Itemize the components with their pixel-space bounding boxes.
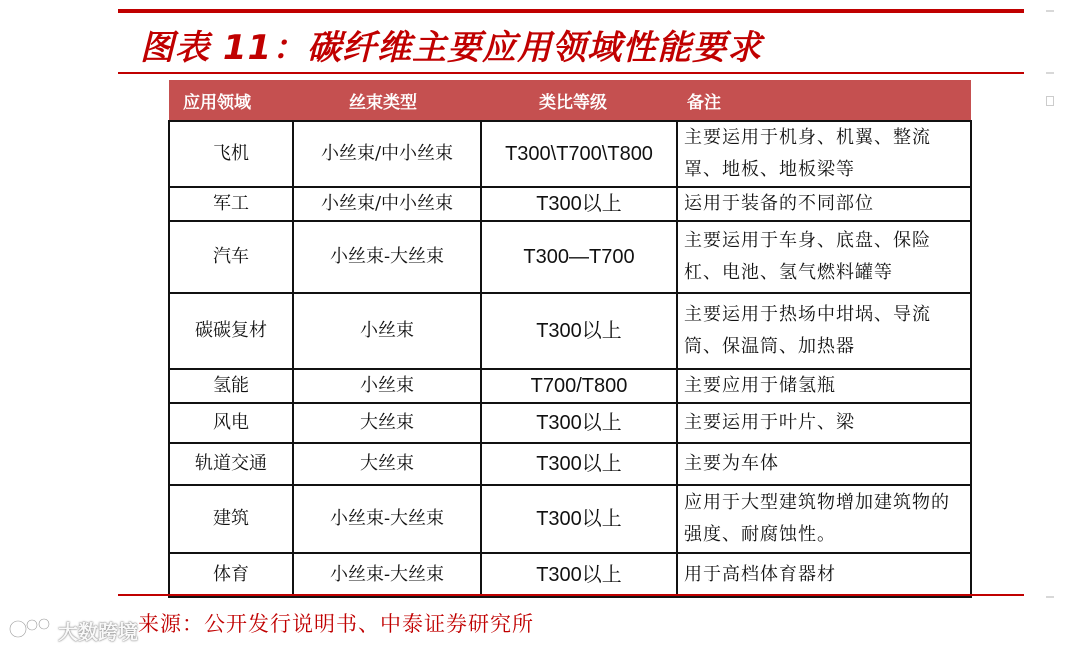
cell-note: 应用于大型建筑物增加建筑物的强度、耐腐蚀性。	[677, 485, 971, 553]
cell-grade: T300以上	[481, 187, 677, 221]
top-rule	[118, 9, 1024, 13]
header-notes: 备注	[677, 80, 971, 121]
cell-tow-type: 小丝束	[293, 369, 481, 403]
cell-field: 轨道交通	[169, 443, 293, 485]
cell-grade: T300\T700\T800	[481, 121, 677, 187]
cell-grade: T700/T800	[481, 369, 677, 403]
cell-grade: T300以上	[481, 485, 677, 553]
cell-grade: T300以上	[481, 403, 677, 443]
cell-note: 主要运用于热场中坩埚、导流筒、保温筒、加热器	[677, 293, 971, 369]
header-application-field: 应用领域	[169, 80, 293, 121]
table-row	[169, 121, 971, 187]
edge-mark	[1046, 72, 1054, 74]
table-row	[169, 485, 971, 553]
cell-tow-type: 小丝束-大丝束	[293, 485, 481, 553]
table-row	[169, 293, 971, 369]
cell-note: 主要为车体	[677, 443, 971, 485]
cell-tow-type: 大丝束	[293, 443, 481, 485]
cell-tow-type: 小丝束-大丝束	[293, 553, 481, 597]
cell-field: 建筑	[169, 485, 293, 553]
header-row	[169, 80, 971, 121]
header-tow-type: 丝束类型	[293, 80, 481, 121]
table-row	[169, 221, 971, 293]
requirements-table	[168, 80, 972, 598]
cell-field: 飞机	[169, 121, 293, 187]
cell-tow-type: 小丝束/中小丝束	[293, 121, 481, 187]
requirements-table-container	[168, 80, 970, 598]
cell-field: 风电	[169, 403, 293, 443]
cell-field: 氢能	[169, 369, 293, 403]
title-rule	[118, 72, 1024, 74]
edge-mark	[1046, 96, 1054, 106]
cell-note: 运用于装备的不同部位	[677, 187, 971, 221]
table-row	[169, 187, 971, 221]
header-grade: 类比等级	[481, 80, 677, 121]
table-row	[169, 403, 971, 443]
cell-tow-type: 小丝束-大丝束	[293, 221, 481, 293]
cell-note: 主要运用于叶片、梁	[677, 403, 971, 443]
cell-grade: T300以上	[481, 293, 677, 369]
cell-field: 汽车	[169, 221, 293, 293]
table-header	[169, 80, 971, 121]
cell-note: 主要应用于储氢瓶	[677, 369, 971, 403]
cell-tow-type: 大丝束	[293, 403, 481, 443]
cell-grade: T300—T700	[481, 221, 677, 293]
cell-note: 主要运用于机身、机翼、整流罩、地板、地板梁等	[677, 121, 971, 187]
table-row	[169, 553, 971, 597]
cell-field: 体育	[169, 553, 293, 597]
cell-note: 用于高档体育器材	[677, 553, 971, 597]
edge-mark	[1046, 10, 1054, 12]
cell-field: 碳碳复材	[169, 293, 293, 369]
watermark	[8, 615, 138, 646]
cell-grade: T300以上	[481, 553, 677, 597]
figure-title: 图表 11：碳纤维主要应用领域性能要求	[140, 28, 763, 68]
cell-tow-type: 小丝束/中小丝束	[293, 187, 481, 221]
cell-tow-type: 小丝束	[293, 293, 481, 369]
source-note: 来源：公开发行说明书、中泰证券研究所	[138, 612, 534, 636]
edge-mark	[1046, 596, 1054, 598]
table-row	[169, 369, 971, 403]
cell-field: 军工	[169, 187, 293, 221]
bottom-rule	[118, 594, 1024, 596]
table-row	[169, 443, 971, 485]
brand-logo-icon	[8, 615, 52, 646]
watermark-text: 大数跨境	[58, 620, 138, 644]
cell-note: 主要运用于车身、底盘、保险杠、电池、氢气燃料罐等	[677, 221, 971, 293]
cell-grade: T300以上	[481, 443, 677, 485]
table-body	[169, 121, 971, 597]
